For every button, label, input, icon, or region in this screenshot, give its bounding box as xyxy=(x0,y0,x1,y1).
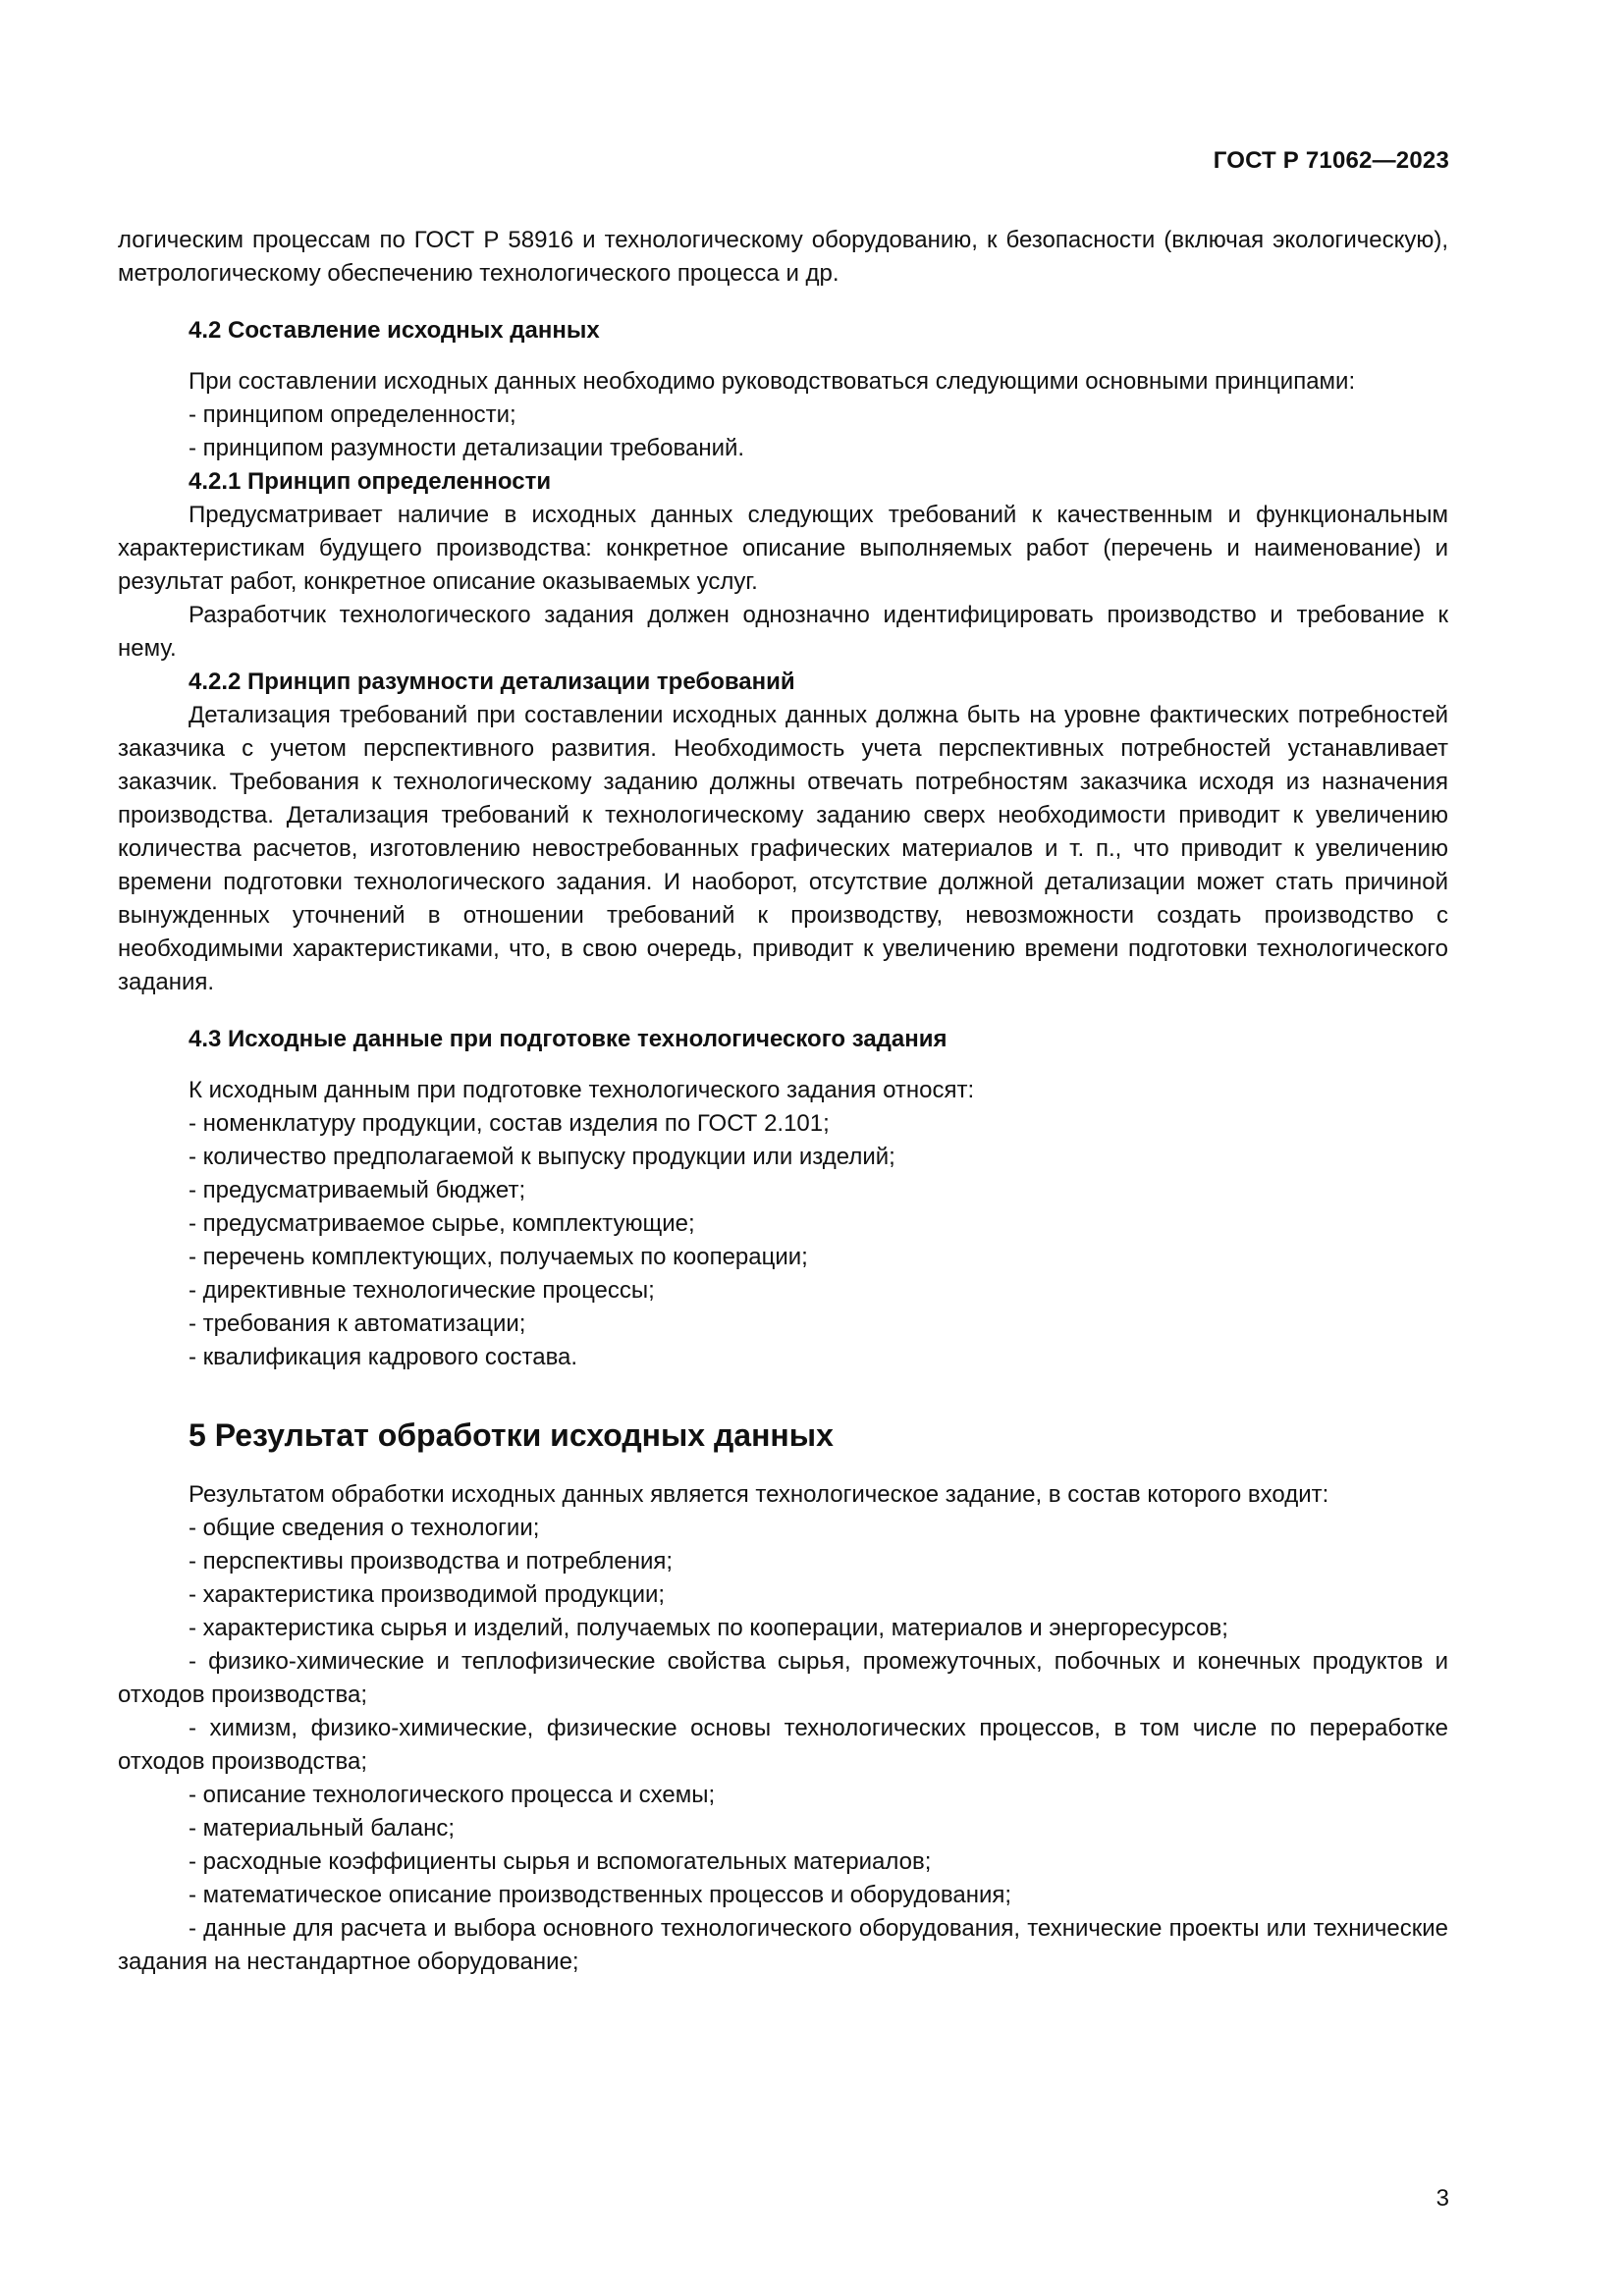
paragraph: К исходным данным при подготовке технологического задания относят: xyxy=(189,1077,975,1103)
paragraph: Разработчик технологического задания должен однозначно идентифицировать производство и требование к нему. xyxy=(118,602,1448,662)
list-item: - характеристика сырья и изделий, получаемых по кооперации, материалов и энергоресурсов; xyxy=(189,1615,1228,1641)
list-item: - материальный баланс; xyxy=(189,1815,456,1842)
list-item: - предусматриваемый бюджет; xyxy=(189,1177,526,1203)
list-item: - данные для расчета и выбора основного технологического оборудования, технические проекты или технические задания на нестандартное оборудование; xyxy=(118,1915,1448,1975)
list-item: - описание технологического процесса и схемы; xyxy=(189,1782,716,1808)
subsection-heading-4-2-2: 4.2.2 Принцип разумности детализации требований xyxy=(189,668,795,695)
list-item: - требования к автоматизации; xyxy=(189,1310,526,1337)
section-heading-4-3: 4.3 Исходные данные при подготовке технологического задания xyxy=(189,1026,947,1052)
document-body xyxy=(118,224,1448,1979)
list-item: - расходные коэффициенты сырья и вспомогательных материалов; xyxy=(189,1848,932,1875)
list-item: - квалификация кадрового состава. xyxy=(189,1344,578,1370)
section-heading-5: 5 Результат обработки исходных данных xyxy=(189,1417,834,1453)
paragraph: Предусматривает наличие в исходных данных следующих требований к качественным и функциональным характеристикам будущего производства: конкретное описание выполняемых работ (перечень и наименование) и результат работ, конкретное описание оказываемых услуг. xyxy=(118,502,1448,595)
list-item: - математическое описание производственных процессов и оборудования; xyxy=(189,1882,1012,1908)
page-number: 3 xyxy=(1435,2185,1449,2212)
list-item: - перспективы производства и потребления; xyxy=(189,1548,674,1575)
list-item: - принципом определенности; xyxy=(189,401,516,428)
list-item: - предусматриваемое сырье, комплектующие; xyxy=(189,1210,695,1237)
list-item: - количество предполагаемой к выпуску продукции или изделий; xyxy=(189,1144,895,1170)
paragraph-continuation: логическим процессам по ГОСТ Р 58916 и технологическому оборудованию, к безопасности (включая экологическую), метрологическому обеспечению технологического процесса и др. xyxy=(118,227,1448,287)
list-item: - физико-химические и теплофизические свойства сырья, промежуточных, побочных и конечных продуктов и отходов производства; xyxy=(118,1648,1448,1708)
list-item: - принципом разумности детализации требований. xyxy=(189,435,745,461)
paragraph: При составлении исходных данных необходимо руководствоваться следующими основными принципами: xyxy=(189,368,1356,395)
list-item: - химизм, физико-химические, физические основы технологических процессов, в том числе по переработке отходов производства; xyxy=(118,1715,1448,1775)
list-item: - перечень комплектующих, получаемых по кооперации; xyxy=(189,1244,808,1270)
paragraph: Детализация требований при составлении исходных данных должна быть на уровне фактических потребностей заказчика с учетом перспективного развития. Необходимость учета перспективных потребностей устанавливает заказчик. Требования к технологическому заданию должны отвечать потребностям заказчика исходя из назначения производства. Детализация требований к технологическому заданию сверх необходимости приводит к увеличению количества расчетов, изготовлению невостребованных графических материалов и т. п., что приводит к увеличению времени подготовки технологического задания. И наоборот, отсутствие должной детализации может стать причиной вынужденных уточнений в отношении требований к производству, невозможности создать производство с необходимыми характеристиками, что, в свою очередь, приводит к увеличению времени подготовки технологического задания. xyxy=(118,702,1448,995)
list-item: - общие сведения о технологии; xyxy=(189,1515,540,1541)
list-item: - номенклатуру продукции, состав изделия по ГОСТ 2.101; xyxy=(189,1110,830,1137)
section-heading-4-2: 4.2 Составление исходных данных xyxy=(189,317,600,344)
list-item: - директивные технологические процессы; xyxy=(189,1277,655,1304)
list-item: - характеристика производимой продукции; xyxy=(189,1581,666,1608)
subsection-heading-4-2-1: 4.2.1 Принцип определенности xyxy=(189,468,552,495)
document-code-header: ГОСТ Р 71062—2023 xyxy=(1213,147,1449,174)
paragraph: Результатом обработки исходных данных является технологическое задание, в состав которого входит: xyxy=(189,1481,1329,1508)
